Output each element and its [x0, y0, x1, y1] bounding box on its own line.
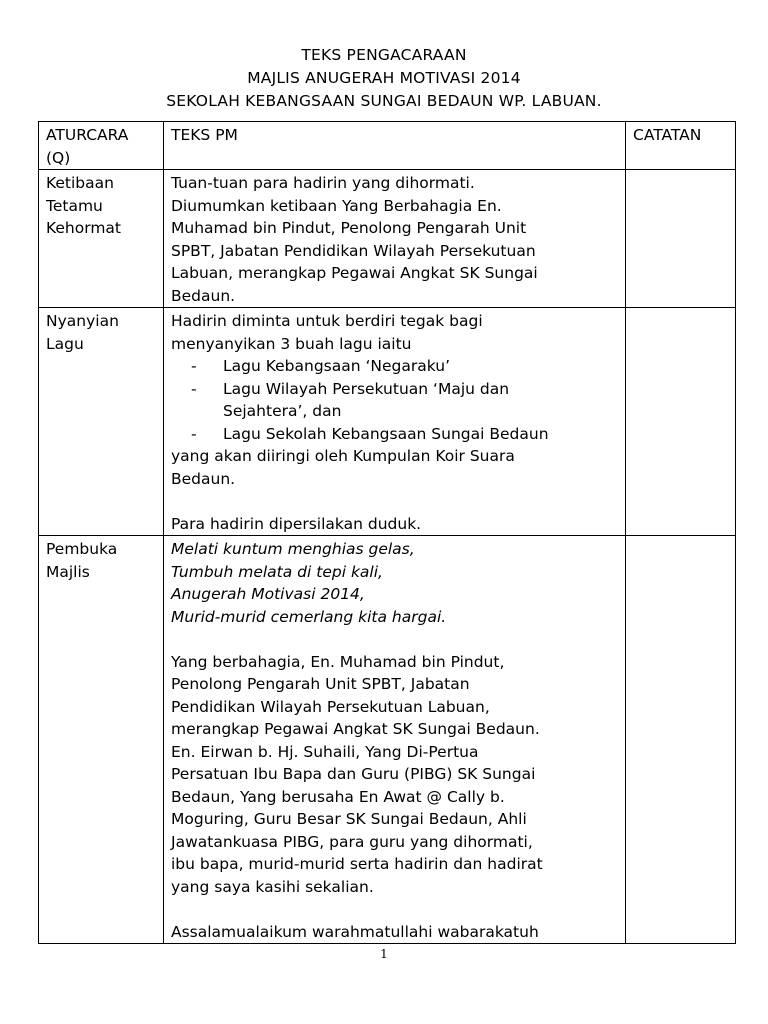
text-line: Diumumkan ketibaan Yang Berbahagia En. [171, 196, 502, 215]
text-line: Yang berbahagia, En. Muhamad bin Pindut, [171, 652, 505, 671]
pantun-line: Anugerah Motivasi 2014, [171, 585, 365, 603]
text-line: yang akan diiringi oleh Kumpulan Koir Suara [171, 447, 515, 465]
blank-line [171, 628, 618, 651]
table-header-row [39, 122, 736, 170]
title-line-2: MAJLIS ANUGERAH MOTIVASI 2014 [247, 69, 521, 87]
text-line: Pendidikan Wilayah Persekutuan Labuan, [171, 697, 490, 716]
text-line: yang saya kasihi sekalian. [171, 877, 374, 896]
aturcara-cell-pembuka [39, 536, 164, 944]
pantun-line: Murid-murid cemerlang kita hargai. [171, 607, 447, 626]
dash-bullet: - [191, 379, 197, 398]
text-line: Bedaun. [171, 286, 236, 305]
text-line: Penolong Pengarah Unit SPBT, Jabatan [171, 675, 470, 693]
text-line: En. Eirwan b. Hj. Suhaili, Yang Di-Pertua [171, 742, 479, 761]
document-title [0, 44, 768, 113]
label-line: Ketibaan [46, 174, 114, 192]
column-header-aturcara [39, 122, 164, 170]
list-item [191, 378, 618, 423]
catatan-cell-nyanyian [626, 308, 736, 536]
label-line: Kehormat [46, 219, 122, 237]
teks-cell-ketibaan [164, 170, 626, 308]
text-line: Muhamad bin Pindut, Penolong Pengarah Unit [171, 219, 527, 237]
text-line: merangkap Pegawai Angkat SK Sungai Bedaun. [171, 720, 540, 738]
text-line: SPBT, Jabatan Pendidikan Wilayah Persekutuan [171, 241, 536, 260]
dash-bullet: - [191, 357, 197, 375]
song-list [171, 355, 618, 445]
catatan-cell-ketibaan [626, 170, 736, 308]
label-line: Tetamu [46, 196, 103, 215]
page-number: 1 [380, 947, 388, 961]
text-line: Persatuan Ibu Bapa dan Guru (PIBG) SK Sungai [171, 765, 536, 783]
column-header-catatan: CATATAN [626, 122, 736, 170]
text-line: menyanyikan 3 buah lagu iaitu [171, 334, 412, 353]
song-title-continued: Sejahtera’, dan [223, 402, 342, 420]
list-item [191, 423, 618, 446]
pantun-verse [171, 538, 618, 628]
catatan-cell-pembuka [626, 536, 736, 944]
text-line: Para hadirin dipersilakan duduk. [171, 514, 422, 533]
dash-bullet: - [191, 424, 197, 443]
aturcara-header-line-2: (Q) [46, 148, 71, 167]
text-line: Tuan-tuan para hadirin yang dihormati. [171, 174, 475, 192]
blank-line [171, 898, 618, 921]
pantun-line: Tumbuh melata di tepi kali, [171, 562, 383, 581]
label-line: Pembuka [46, 540, 118, 558]
table-row-nyanyian [39, 308, 736, 536]
song-title: Lagu Wilayah Persekutuan ‘Maju dan [223, 379, 510, 398]
text-line: Bedaun, Yang berusaha En Awat @ Cally b. [171, 787, 505, 806]
teks-cell-pembuka [164, 536, 626, 944]
teks-cell-nyanyian [164, 308, 626, 536]
aturcara-cell-ketibaan [39, 170, 164, 308]
column-header-teks-pm: TEKS PM [164, 122, 626, 170]
text-line: Labuan, merangkap Pegawai Angkat SK Sungai [171, 264, 538, 282]
text-line: Hadirin diminta untuk berdiri tegak bagi [171, 312, 483, 330]
list-item [191, 355, 618, 378]
text-line: Assalamualaikum warahmatullahi wabarakatuh [171, 922, 539, 941]
song-title: Lagu Sekolah Kebangsaan Sungai Bedaun [223, 424, 549, 443]
label-line: Lagu [46, 334, 84, 353]
table-row-ketibaan [39, 170, 736, 308]
label-line: Majlis [46, 562, 90, 581]
title-line-1: TEKS PENGACARAAN [301, 46, 467, 64]
programme-table [38, 121, 736, 944]
text-line: ibu bapa, murid-murid serta hadirin dan hadirat [171, 855, 543, 873]
blank-line [171, 490, 618, 513]
text-line: Moguring, Guru Besar SK Sungai Bedaun, Ahli [171, 810, 527, 828]
aturcara-cell-nyanyian [39, 308, 164, 536]
table-row-pembuka [39, 536, 736, 944]
pantun-line: Melati kuntum menghias gelas, [171, 540, 415, 558]
title-line-3: SEKOLAH KEBANGSAAN SUNGAI BEDAUN WP. LABUAN. [166, 92, 602, 110]
label-line: Nyanyian [46, 312, 119, 330]
text-line: Jawatankuasa PIBG, para guru yang dihormati, [171, 832, 533, 851]
aturcara-header-line-1: ATURCARA [46, 126, 129, 144]
song-title: Lagu Kebangsaan ‘Negaraku’ [223, 357, 450, 375]
text-line: Bedaun. [171, 469, 236, 488]
